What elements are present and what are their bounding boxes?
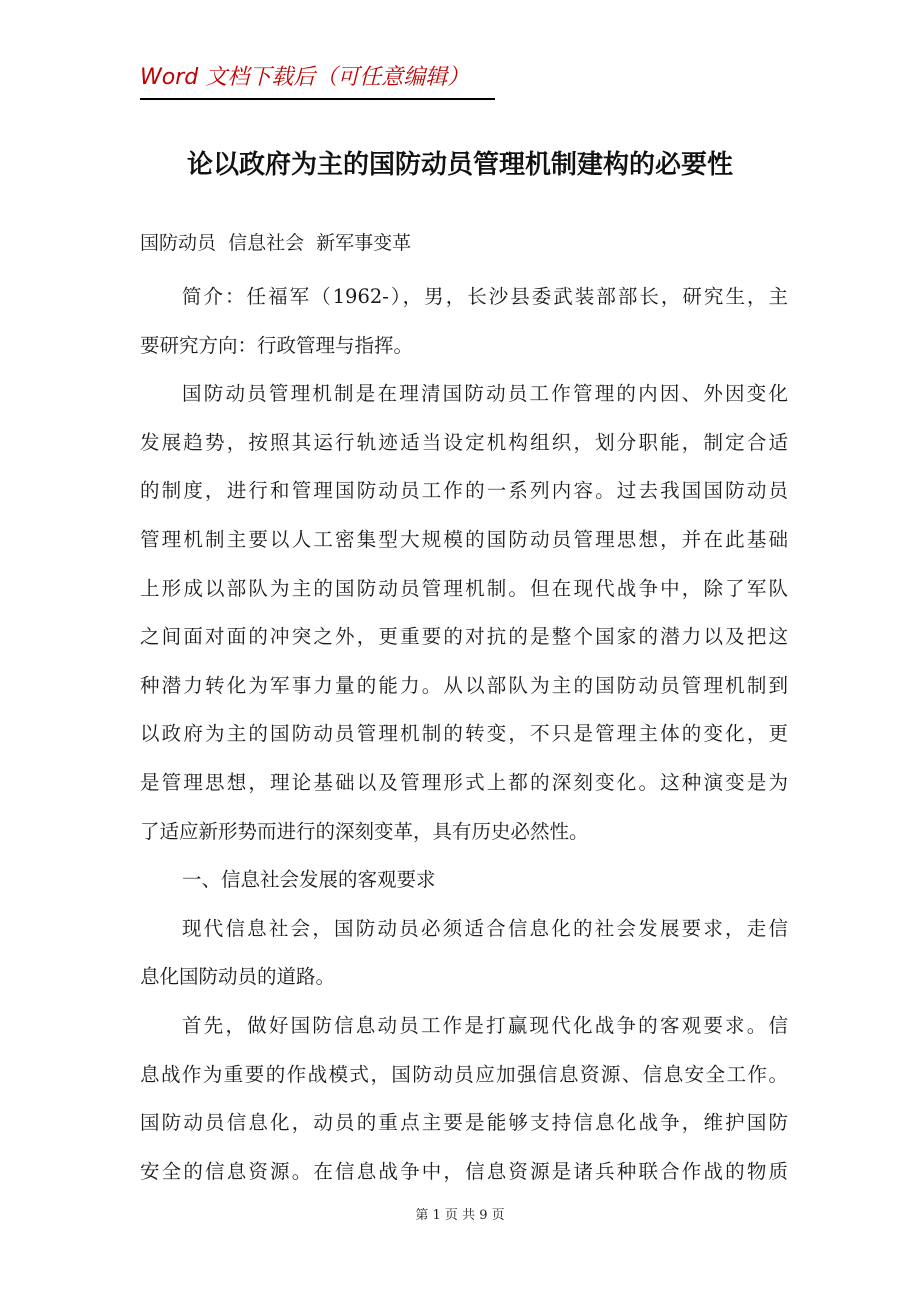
document-title: 论以政府为主的国防动员管理机制建构的必要性 (186, 150, 733, 180)
paragraph-information-mobilization (140, 1002, 788, 1196)
download-banner (140, 62, 495, 100)
paragraph-author-intro (140, 273, 788, 370)
text-line: 发展趋势，按照其运行轨迹适当设定机构组织，划分职能，制定合适 (140, 430, 788, 454)
text-line: 的制度，进行和管理国防动员工作的一系列内容。过去我国国防动员 (140, 479, 788, 503)
page-number: 第 1 页 共 9 页 (415, 1208, 505, 1223)
text-line: 息化国防动员的道路。 (140, 965, 336, 989)
document-keywords: 国防动员 信息社会 新军事变革 (140, 232, 412, 254)
text-line: 以政府为主的国防动员管理机制的转变，不只是管理主体的变化，更 (140, 722, 788, 746)
text-line: 之间面对面的冲突之外，更重要的对抗的是整个国家的潜力以及把这 (140, 625, 788, 649)
text-line: 现代信息社会，国防动员必须适合信息化的社会发展要求，走信 (182, 916, 788, 940)
paragraph-information-society (140, 905, 788, 1002)
text-line: 了适应新形势而进行的深刻变革，具有历史必然性。 (140, 819, 589, 843)
text-line: 国防动员信息化，动员的重点主要是能够支持信息化战争，维护国防 (140, 1111, 788, 1135)
text-line: 上形成以部队为主的国防动员管理机制。但在现代战争中，除了军队 (140, 576, 788, 600)
text-line: 要研究方向：行政管理与指挥。 (140, 333, 414, 357)
text-line: 首先，做好国防信息动员工作是打赢现代化战争的客观要求。信 (182, 1013, 788, 1037)
text-line: 种潜力转化为军事力量的能力。从以部队为主的国防动员管理机制到 (140, 673, 788, 697)
text-line: 一、信息社会发展的客观要求 (182, 868, 436, 892)
paragraph-overview (140, 370, 788, 856)
download-banner-text: Word 文档下载后（可任意编辑） (140, 65, 470, 90)
text-line: 简介：任福军（1962-），男，长沙县委武装部部长，研究生，主 (182, 285, 788, 308)
text-line: 管理机制主要以人工密集型大规模的国防动员管理思想，并在此基础 (140, 527, 788, 551)
text-line: 息战作为重要的作战模式，国防动员应加强信息资源、信息安全工作。 (140, 1062, 788, 1086)
text-line: 国防动员管理机制是在理清国防动员工作管理的内因、外因变化 (182, 382, 788, 406)
text-line: 安全的信息资源。在信息战争中，信息资源是诸兵种联合作战的物质 (140, 1159, 788, 1183)
document-body (140, 273, 788, 1196)
section-heading (140, 856, 788, 905)
text-line: 是管理思想，理论基础以及管理形式上都的深刻变化。这种演变是为 (140, 770, 788, 794)
